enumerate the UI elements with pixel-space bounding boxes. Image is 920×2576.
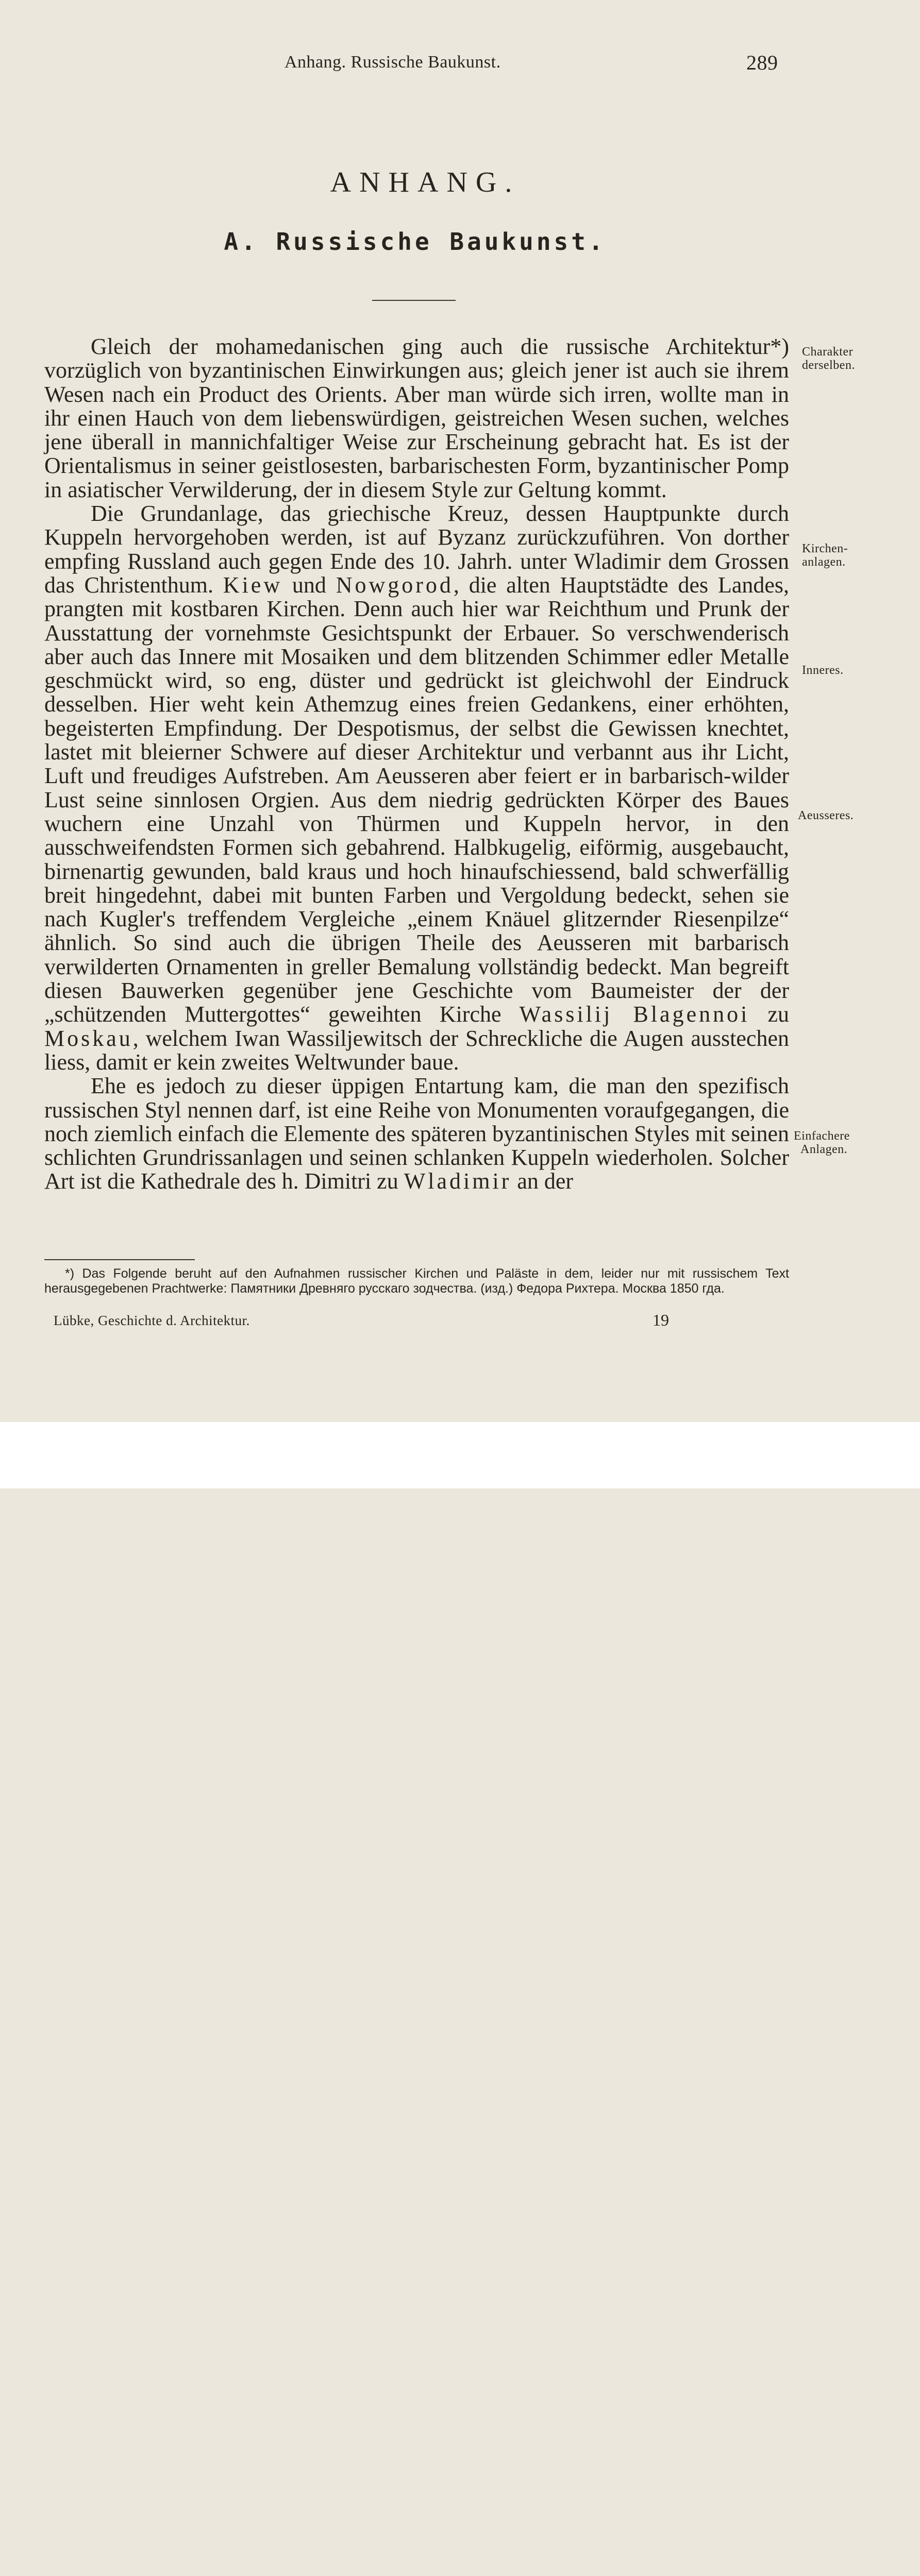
- marginal-note-charakter: Charakter derselben.: [802, 345, 855, 372]
- chapter-title: ANHANG.: [330, 166, 521, 198]
- paragraph-2-text-b: , die alten Hauptstädte des Landes, prangten mit kostbaren Kirchen. Denn auch hier war Reichthum und Prunk der Ausstattung der vornehmste Gesichtspunkt der Erbauer. So verschwenderisch aber auch das Innere mit Mosaiken und dem blitzenden Schimmer edler Metalle geschmückt wird, so eng, düster und gedrückt ist gleichwohl der Eindruck desselben. Hier weht kein Athemzug eines freien Gedankens, einer erhöhten, begeisterten Empfindung. Der Despotismus, der selbst die Gewissen knechtet, lastet mit bleierner Schwere auf dieser Architektur und verbannt aus ihr Licht, Luft und freudiges Aufstreben. Am Aeusseren aber feiert er in barbarisch-wilder Lust seine sinnlosen Orgien. Aus dem niedrig gedrückten Körper des Baues wuchern eine Unzahl von Thürmen und Kuppeln hervor, in den ausschweifendsten Formen sich gebahrend. Halbkugelig, eiförmig, ausgebaucht, birnenartig gewunden, bald kraus und hoch hinaufschiessend, bald schwerfällig breit hingedehnt, dabei mit bunten Farben und Vergoldung bedeckt, sehen sie nach Kugler's treffendem Vergleiche „einem Knäuel glitzernder Riesenpilze“ ähnlich. So sind auch die übrigen Theile des Aeusseren mit barbarisch verwilderten Ornamenten in greller Bemalung vollständig bedeckt. Man begreift diesen Bauwerken gegenüber jene Geschichte vom Baumeister der der „schützenden Muttergottes“ geweihten Kirche: [44, 572, 790, 1027]
- page-number: 289: [746, 51, 778, 74]
- marginal-note-inneres: Inneres.: [802, 664, 844, 677]
- church-name: Wassilij Blagennoi: [519, 1002, 750, 1027]
- footnote-divider: [44, 1259, 195, 1260]
- preposition: zu: [749, 1002, 789, 1027]
- paragraph-2-text-c: , welchem Iwan Wassiljewitsch der Schreckliche die Augen ausstechen liess, damit er kein zweites Weltwunder baue.: [44, 1025, 789, 1075]
- place-wladimir: Wladimir: [404, 1168, 512, 1194]
- running-title: Anhang. Russische Baukunst.: [285, 53, 501, 72]
- paragraph-3: [44, 1074, 789, 1193]
- paragraph-2-text-a: Die Grundanlage, das griechische Kreuz, dessen Hauptpunkte durch Kuppeln hervorgehoben werden, ist auf Byzanz zurückzuführen. Von dorther empfing Russland auch gegen Ende des 10. Jahrh. unter Wladimir dem Grossen das Christenthum.: [44, 501, 789, 598]
- paragraph-3-text-a: Ehe es jedoch zu dieser üppigen Entartung kam, die man den spezifisch russischen Styl nennen darf, ist eine Reihe von Monumenten voraufgegangen, die noch ziemlich einfach die Elemente des späteren byzantinischen Styles mit seinen schlichten Grundrissanlagen und seinen schlanken Kuppeln wiederholen. Solcher Art ist die Kathedrale des h. Dimitri zu: [44, 1073, 789, 1194]
- viewer-footer-bar: [0, 1422, 920, 1488]
- place-kiew: Kiew: [223, 572, 283, 598]
- title-divider: [372, 300, 456, 301]
- book-imprint: Lübke, Geschichte d. Architektur.: [54, 1313, 250, 1328]
- marginal-note-einfachere: Einfachere Anlagen.: [794, 1129, 850, 1156]
- footnote: *) Das Folgende beruht auf den Aufnahmen russischer Kirchen und Paläste in dem, leider nur mit russischem Text herausgegebenen Prachtwerke: Памятники Древняго русскаго зодчества. (изд.) Федора Рихтера. Москва 1850 гда.: [44, 1266, 789, 1296]
- place-moskau: Moskau: [44, 1025, 133, 1051]
- paragraph-2: [44, 502, 789, 1074]
- conjunction: und: [282, 572, 336, 598]
- paragraph-1: Gleich der mohamedanischen ging auch die russische Architektur*) vorzüglich von byzantinischen Einwirkungen aus; gleich jener ist auch sie ihrem Wesen nach ein Product des Orients. Aber man würde sich irren, wollte man in ihr einen Hauch von dem liebenswürdigen, geistreichen Wesen suchen, welches jene überall in mannichfaltiger Weise zur Erscheinung gebracht hat. Es ist der Orientalismus in seiner geistlosesten, barbarischesten Form, byzantinischer Pomp in asiatischer Verwilderung, der in diesem Style zur Geltung kommt.: [44, 334, 789, 502]
- paragraph-3-text-b: an der: [511, 1168, 574, 1194]
- place-nowgorod: Nowgorod: [336, 572, 454, 598]
- body-text: [44, 335, 789, 1194]
- signature-mark: 19: [653, 1311, 669, 1329]
- section-title: A. Russische Baukunst.: [224, 228, 606, 256]
- marginal-note-aeusseres: Aeusseres.: [798, 809, 854, 822]
- marginal-note-kirchenanlagen: Kirchen- anlagen.: [802, 542, 848, 569]
